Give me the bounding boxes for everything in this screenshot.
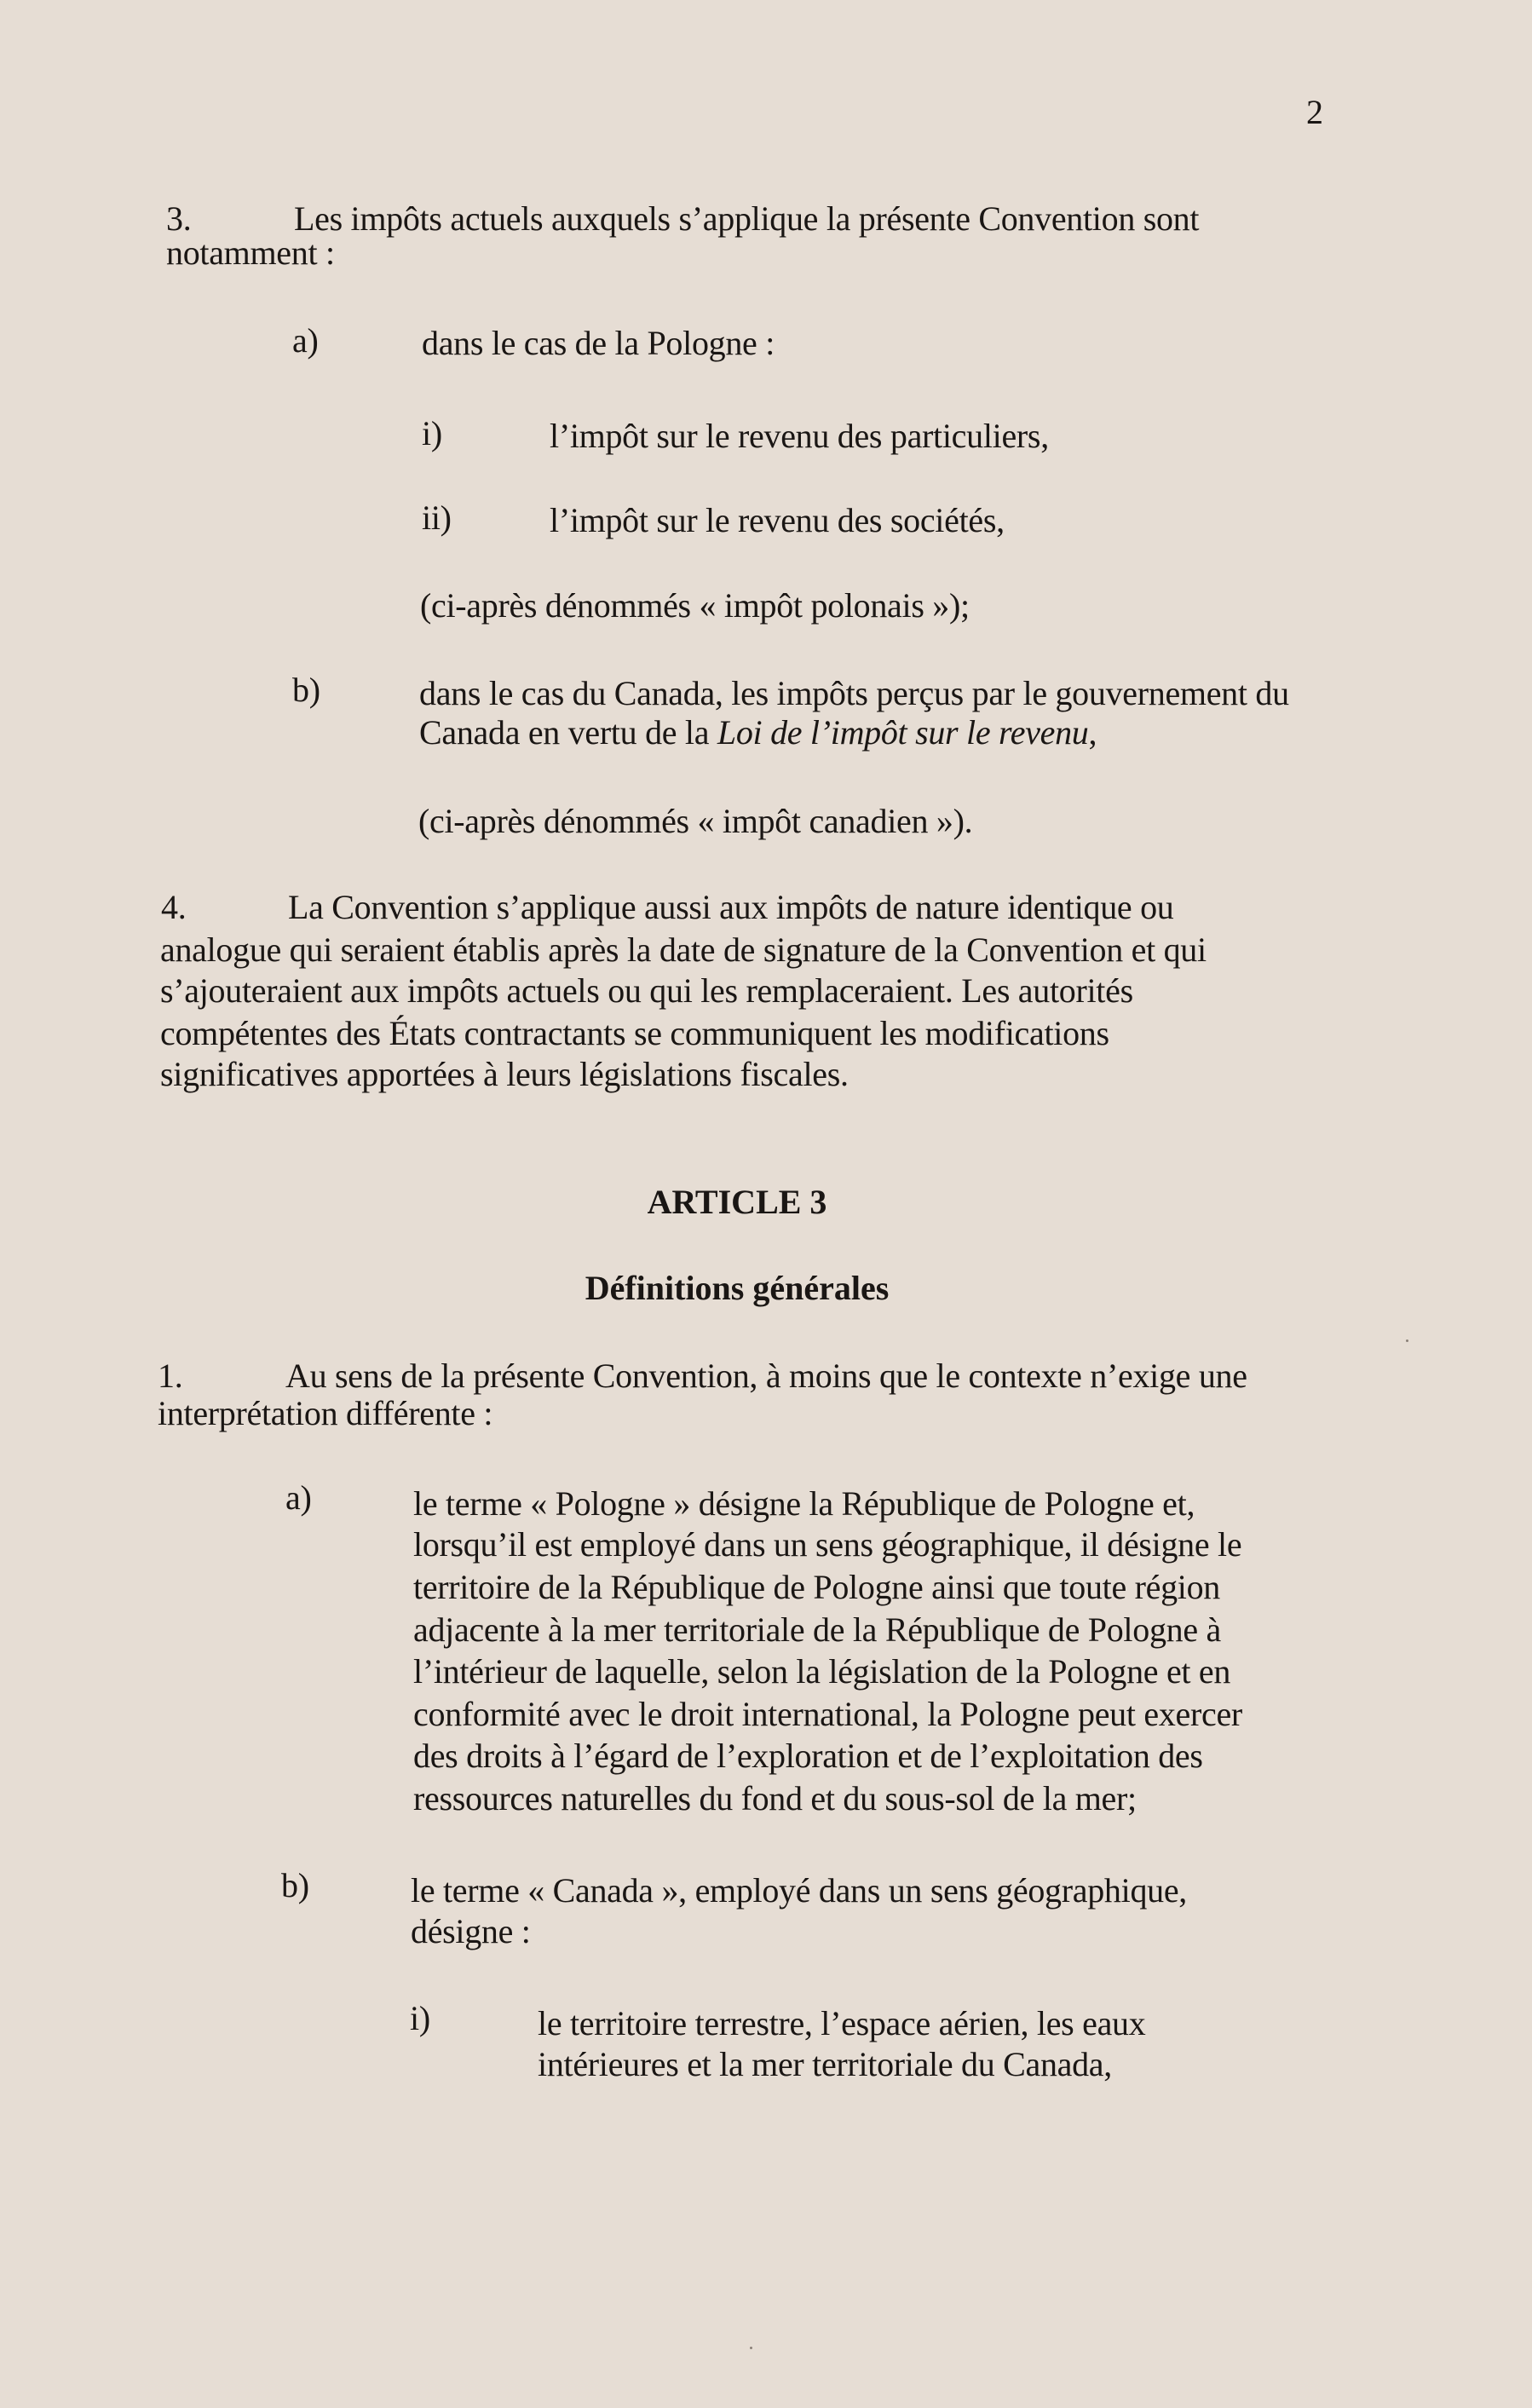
para3-item-a-text: dans le cas de la Pologne : — [422, 324, 775, 362]
paper-speck — [750, 2347, 752, 2349]
paper-speck — [1406, 1339, 1408, 1342]
para3-item-a-ii-label: ii) — [422, 498, 452, 537]
para3-item-a-i-label: i) — [422, 414, 442, 452]
para3-item-b-line2-suffix: , — [1088, 713, 1097, 752]
para3-item-b-line2 — [419, 711, 1097, 754]
para1-line2: interprétation différente : — [158, 1394, 493, 1432]
para1-item-a-line1: le terme « Pologne » désigne la République de Pologne et, — [413, 1484, 1195, 1523]
para1-item-b-line2: désigne : — [411, 1912, 531, 1950]
para4-line3: s’ajouteraient aux impôts actuels ou qui les remplaceraient. Les autorités — [160, 971, 1133, 1010]
para3-item-a-note: (ci-après dénommés « impôt polonais »); — [420, 586, 970, 625]
article-title: ARTICLE 3 — [647, 1183, 827, 1221]
para1-item-b-i-line2: intérieures et la mer territoriale du Canada, — [538, 2045, 1112, 2083]
para1-item-a-line8: ressources naturelles du fond et du sous-sol de la mer; — [413, 1779, 1137, 1818]
para3-item-a-ii-text: l’impôt sur le revenu des sociétés, — [550, 501, 1005, 539]
article-subtitle: Définitions générales — [585, 1269, 890, 1307]
para4-line5: significatives apportées à leurs législations fiscales. — [160, 1055, 849, 1093]
para3-item-b-line1: dans le cas du Canada, les impôts perçus par le gouvernement du — [419, 674, 1289, 712]
para3-item-a-i-text: l’impôt sur le revenu des particuliers, — [550, 417, 1049, 455]
para1-item-a-line7: des droits à l’égard de l’exploration et de l’exploitation des — [413, 1737, 1203, 1775]
page-number: 2 — [1306, 93, 1323, 131]
para3-line1: Les impôts actuels auxquels s’applique la présente Convention sont — [294, 199, 1200, 238]
para1-item-a-line5: l’intérieur de laquelle, selon la législation de la Pologne et en — [413, 1652, 1231, 1691]
income-tax-act-title: Loi de l’impôt sur le revenu — [717, 713, 1089, 752]
para1-item-b-label: b) — [281, 1866, 309, 1904]
para3-line2: notamment : — [166, 233, 335, 272]
para3-item-a-label: a) — [292, 321, 319, 360]
para1-item-a-label: a) — [285, 1478, 312, 1517]
para3-item-b-label: b) — [292, 671, 320, 709]
para1-item-b-line1: le terme « Canada », employé dans un sens géographique, — [411, 1871, 1188, 1910]
para1-line1: Au sens de la présente Convention, à moins que le contexte n’exige une — [285, 1357, 1247, 1395]
para4-number: 4. — [161, 888, 187, 926]
para3-item-b-line2-prefix: Canada en vertu de la — [419, 713, 717, 752]
para3-item-b-note: (ci-après dénommés « impôt canadien »). — [418, 802, 973, 840]
para4-line2: analogue qui seraient établis après la date de signature de la Convention et qui — [160, 930, 1207, 969]
para4-line4: compétentes des États contractants se communiquent les modifications — [160, 1014, 1109, 1052]
para3-number: 3. — [166, 199, 192, 238]
para1-item-a-line6: conformité avec le droit international, la Pologne peut exercer — [413, 1695, 1242, 1733]
para1-item-a-line3: territoire de la République de Pologne ainsi que toute région — [413, 1568, 1220, 1606]
para1-item-a-line4: adjacente à la mer territoriale de la République de Pologne à — [413, 1610, 1221, 1649]
para1-item-b-i-line1: le territoire terrestre, l’espace aérien, les eaux — [538, 2004, 1146, 2042]
para1-item-a-line2: lorsqu’il est employé dans un sens géographique, il désigne le — [413, 1525, 1242, 1564]
para1-item-b-i-label: i) — [410, 1999, 430, 2037]
para4-line1: La Convention s’applique aussi aux impôts de nature identique ou — [288, 888, 1174, 926]
para1-number: 1. — [158, 1357, 183, 1395]
